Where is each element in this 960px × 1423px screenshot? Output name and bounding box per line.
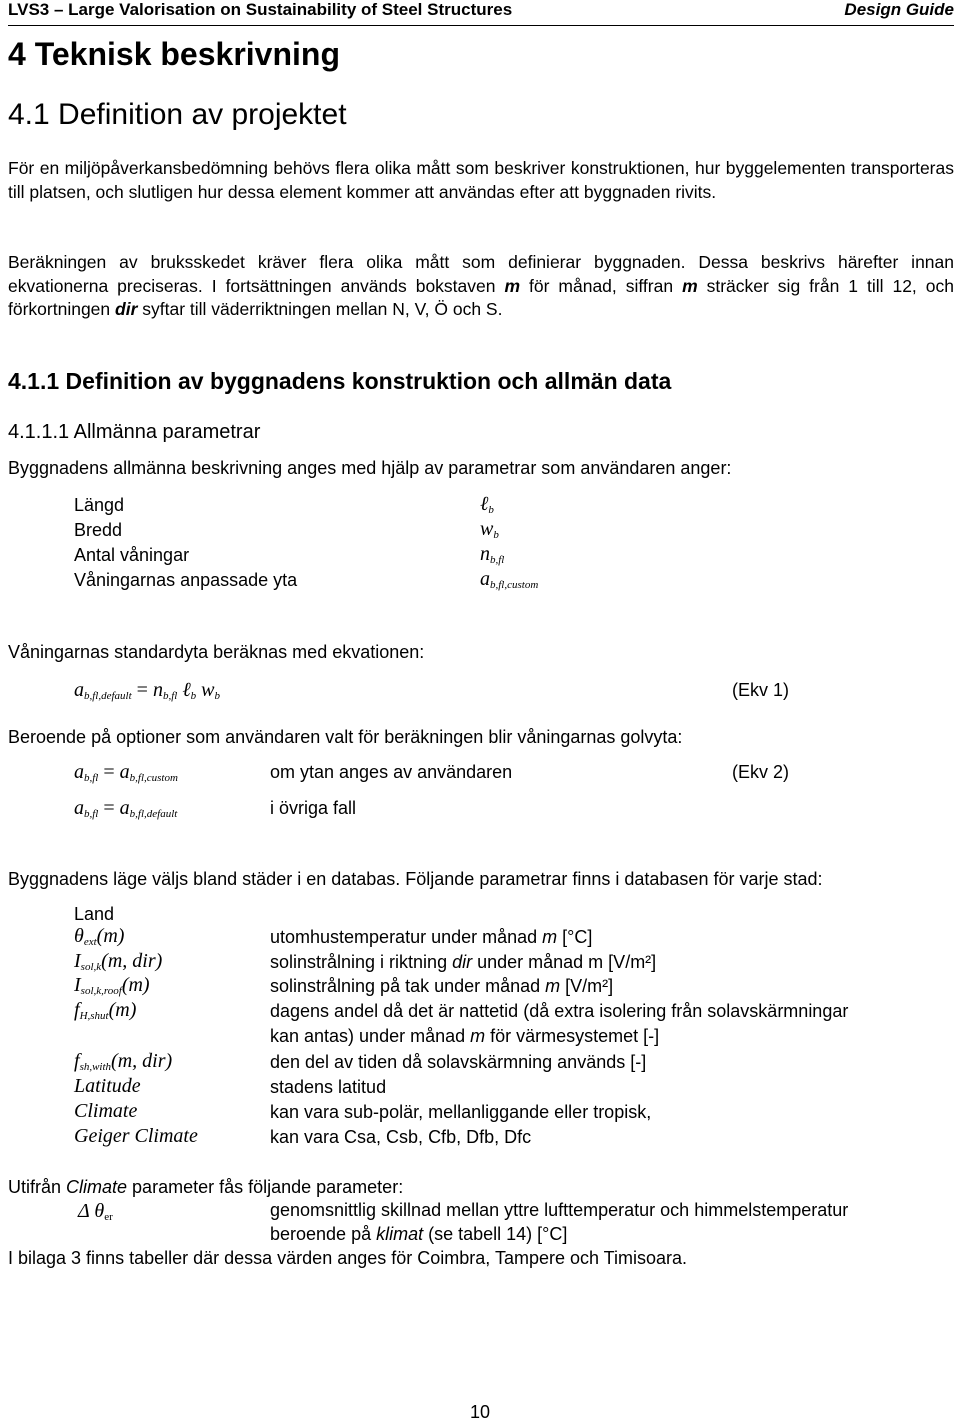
options-intro: Beroende på optioner som användaren valt för beräkningen blir våningarnas golvyta: (8, 727, 683, 747)
param-symbol-0: ℓ$_b$ (480, 493, 494, 516)
db-param-symbol: Latitude (74, 1075, 141, 1097)
equation-2-label: (Ekv 2) (732, 762, 790, 782)
db-param-description: solinstrålning i riktning dir under månad m [V/m²] (270, 952, 657, 972)
p2-text-c: sträcker sig från 1 till 12, och förkortningen (8, 275, 954, 319)
equation-1-label: (Ekv 1) (732, 680, 790, 700)
param-symbol-2: $n_{b,fl}$ (480, 543, 505, 566)
p2-text-b: för månad, siffran (520, 275, 683, 296)
running-header-title: LVS3 – Large Valorisation on Sustainability of Steel Structures (8, 0, 513, 19)
db-param-description: kan antas) under månad m för värmesystemet [-] (270, 1026, 660, 1046)
equation-2a: $a_{b,fl} = a_{b,fl,custom}$ (74, 761, 178, 784)
db-param-symbol: $f_{H,shut}(m)$ (74, 999, 137, 1022)
param-label-2: Antal våningar (74, 545, 190, 565)
climate-intro: Utifrån Climate parameter fås följande parameter: (8, 1177, 404, 1197)
db-param-description: utomhustemperatur under månad m [°C] (270, 927, 593, 947)
db-param-symbol: $\theta_{ext}(m)$ (74, 925, 125, 948)
subsection-heading: 4.1.1 Definition av byggnadens konstruktion och allmän data (8, 368, 672, 394)
bilaga-note: I bilaga 3 finns tabeller där dessa värden anges för Coimbra, Tampere och Timisoara. (8, 1248, 688, 1268)
chapter-heading: 4 Teknisk beskrivning (8, 36, 340, 72)
p2-m2: m (682, 275, 698, 296)
paragraph-usage (8, 251, 954, 322)
p2-text-d: syftar till väderriktningen mellan N, V, Ö och S. (137, 299, 503, 319)
page-number: 10 (470, 1402, 491, 1422)
std-area-intro: Våningarnas standardyta beräknas med ekvationen: (8, 642, 425, 662)
equation-2a-condition: om ytan anges av användaren (270, 762, 513, 782)
db-param-description: stadens latitud (270, 1077, 387, 1097)
p2-m1: m (504, 275, 521, 296)
db-param-description: den del av tiden då solavskärmning används [-] (270, 1052, 647, 1072)
param-label-1: Bredd (74, 520, 123, 540)
db-param-description: dagens andel då det är nattetid (då extra isolering från solavskärmningar (270, 1001, 849, 1021)
db-param-symbol: $I_{sol,k,roof}(m)$ (74, 974, 150, 997)
db-param-description: kan vara Csa, Csb, Cfb, Dfb, Dfc (270, 1127, 532, 1147)
delta-theta-symbol: Δ $\theta_{er}$ (78, 1200, 113, 1223)
equation-1: $a_{b,fl,default} = n_{b,fl}$ ℓ$_b$ $w_b$ (74, 679, 221, 702)
db-param-symbol: $f_{sh,with}(m$, dir) (74, 1050, 173, 1073)
equation-2b: $a_{b,fl} = a_{b,fl,default}$ (74, 797, 178, 820)
db-param-description: solinstrålning på tak under månad m [V/m²] (270, 976, 614, 996)
params-intro: Byggnadens allmänna beskrivning anges med hjälp av parametrar som användaren anger: (8, 458, 732, 478)
db-param-symbol: $I_{sol,k}(m$, dir) (74, 950, 163, 973)
param-label-0: Längd (74, 495, 125, 515)
subsubsection-heading: 4.1.1.1 Allmänna parametrar (8, 421, 261, 443)
p2-text-a: Beräkningen av bruksskedet kräver flera olika mått som definierar byggnaden. Dessa beskrivs härefter innan ekvationerna preciseras. I fortsättningen används bokstaven (8, 252, 954, 296)
running-header-guide: Design Guide (844, 0, 954, 19)
db-param-description: kan vara sub-polär, mellanliggande eller tropisk, (270, 1102, 652, 1122)
paragraph-intro: För en miljöpåverkansbedömning behövs flera olika mått som beskriver konstruktionen, hur byggelementen transporteras till platsen, och slutligen hur dessa element kommer att användas efter att byggnaden rivits. (8, 158, 954, 202)
param-symbol-3: $a_{b,fl,custom}$ (480, 568, 539, 591)
param-label-3: Våningarnas anpassade yta (74, 570, 298, 590)
param-symbol-1: $w_b$ (480, 518, 499, 541)
database-intro: Byggnadens läge väljs bland städer i en databas. Följande parametrar finns i databasen för varje stad: (8, 869, 823, 889)
db-land: Land (74, 904, 115, 924)
section-heading: 4.1 Definition av projektet (8, 98, 347, 131)
header-rule (8, 25, 954, 26)
equation-2b-condition: i övriga fall (270, 798, 357, 818)
db-param-symbol: Geiger Climate (74, 1125, 198, 1147)
delta-theta-desc-1: genomsnittlig skillnad mellan yttre lufttemperatur och himmelstemperatur (270, 1200, 849, 1220)
p2-dir: dir (115, 299, 138, 319)
delta-theta-desc-2: beroende på klimat (se tabell 14) [°C] (270, 1224, 568, 1244)
db-param-symbol: Climate (74, 1100, 138, 1122)
